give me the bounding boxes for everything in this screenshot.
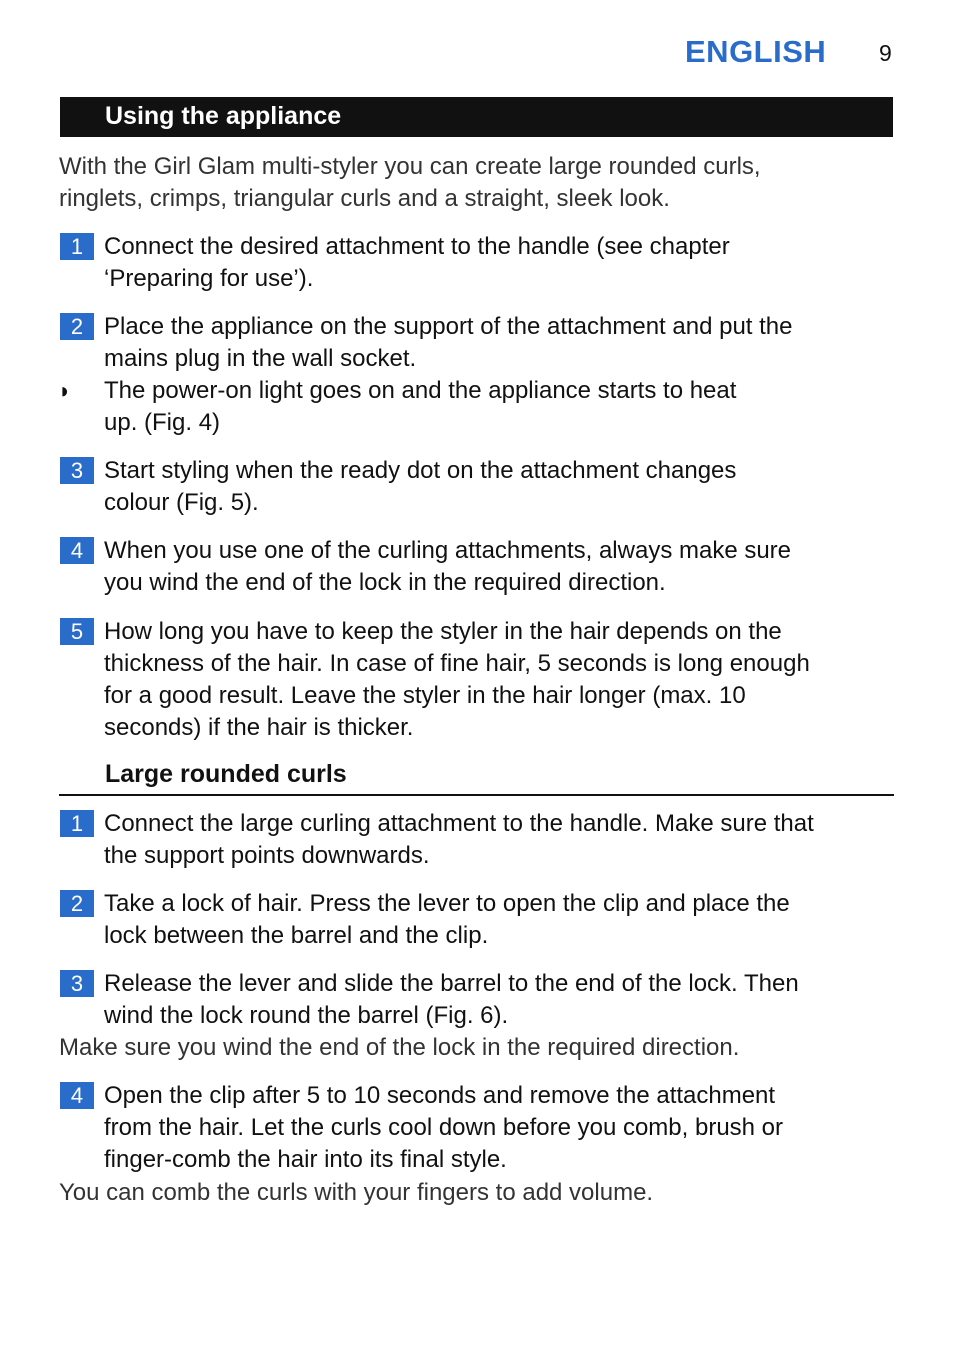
step-line: you wind the end of the lock in the required direction.: [104, 569, 666, 596]
step-text: [104, 455, 904, 519]
step-line: for a good result. Leave the styler in the hair longer (max. 10: [104, 682, 746, 709]
step-number-badge: 2: [60, 313, 94, 340]
note-text: Make sure you wind the end of the lock in the required direction.: [59, 1034, 740, 1061]
step-number-badge: 1: [60, 233, 94, 260]
step-text: [104, 231, 904, 295]
subsection-title: Large rounded curls: [105, 760, 347, 788]
section-title: Using the appliance: [105, 102, 342, 130]
step-text: [104, 1080, 904, 1176]
result-line: up. (Fig. 4): [104, 409, 221, 436]
step-line: ‘Preparing for use’).: [104, 265, 314, 292]
step-line: wind the lock round the barrel (Fig. 6).: [104, 1002, 509, 1029]
step-line: Release the lever and slide the barrel to the end of the lock. Then: [104, 970, 799, 997]
result-text: [104, 375, 904, 439]
subsection-divider: [59, 794, 894, 796]
page-number: 9: [879, 40, 892, 66]
note-text: You can comb the curls with your fingers to add volume.: [59, 1179, 654, 1206]
step-number-badge: 1: [60, 810, 94, 837]
step-line: When you use one of the curling attachments, always make sure: [104, 537, 792, 564]
intro-paragraph: [59, 151, 859, 215]
step-line: the support points downwards.: [104, 842, 430, 869]
step-text: [104, 311, 904, 375]
step-text: [104, 535, 904, 599]
step-number-badge: 3: [60, 457, 94, 484]
step-line: thickness of the hair. In case of fine hair, 5 seconds is long enough: [104, 650, 810, 677]
step-number-badge: 4: [60, 537, 94, 564]
step-line: finger-comb the hair into its final style.: [104, 1146, 507, 1173]
step-line: colour (Fig. 5).: [104, 489, 259, 516]
step-number-badge: 2: [60, 890, 94, 917]
step-line: How long you have to keep the styler in the hair depends on the: [104, 618, 782, 645]
step-text: [104, 616, 904, 744]
step-line: mains plug in the wall socket.: [104, 345, 417, 372]
step-line: lock between the barrel and the clip.: [104, 922, 489, 949]
step-line: Start styling when the ready dot on the attachment changes: [104, 457, 737, 484]
language-header: ENGLISH: [685, 34, 827, 69]
step-line: Place the appliance on the support of the attachment and put the: [104, 313, 793, 340]
step-line: Take a lock of hair. Press the lever to open the clip and place the: [104, 890, 790, 917]
step-number-badge: 5: [60, 618, 94, 645]
result-line: The power-on light goes on and the appliance starts to heat: [104, 377, 737, 404]
step-line: seconds) if the hair is thicker.: [104, 714, 414, 741]
step-text: [104, 808, 934, 872]
step-line: Connect the large curling attachment to the handle. Make sure that: [104, 810, 814, 837]
step-line: Connect the desired attachment to the handle (see chapter: [104, 233, 730, 260]
step-line: Open the clip after 5 to 10 seconds and remove the attachment: [104, 1082, 776, 1109]
step-line: from the hair. Let the curls cool down before you comb, brush or: [104, 1114, 784, 1141]
step-number-badge: 3: [60, 970, 94, 997]
step-number-badge: 4: [60, 1082, 94, 1109]
step-text: [104, 888, 904, 952]
result-bullet-icon: ◗: [58, 378, 72, 403]
step-text: [104, 968, 904, 1032]
intro-line: With the Girl Glam multi-styler you can create large rounded curls,: [59, 153, 761, 180]
intro-line: ringlets, crimps, triangular curls and a straight, sleek look.: [59, 185, 670, 212]
